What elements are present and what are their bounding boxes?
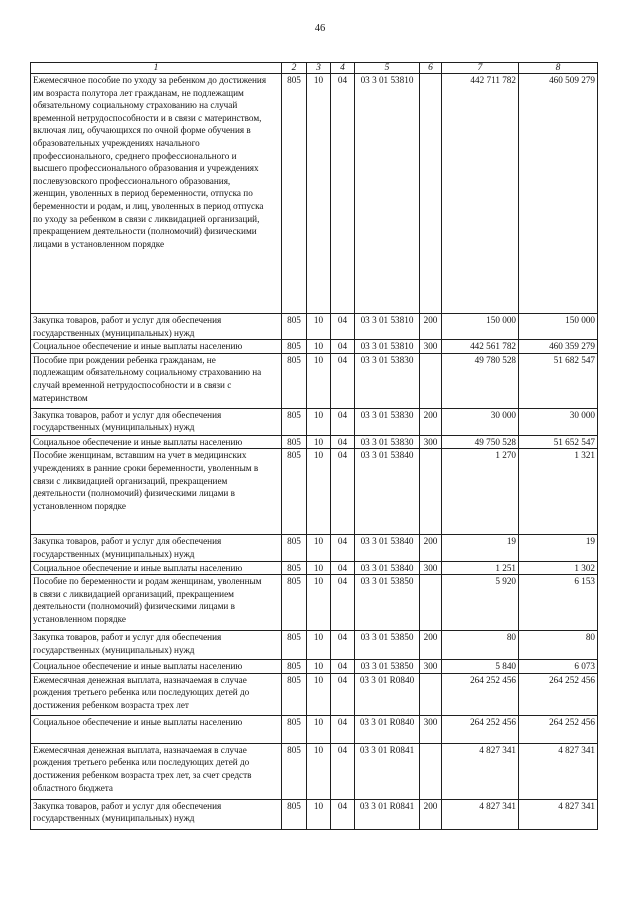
cell-amount-col8: 19: [519, 535, 598, 561]
name-line: послевузовского профессионального образования,: [33, 175, 231, 186]
table-row: [31, 631, 598, 660]
table-row: [31, 535, 598, 561]
name-line: Социальное обеспечение и иные выплаты населению: [33, 436, 243, 447]
cell-amount-col7: 5 840: [442, 660, 519, 674]
cell-expense-type: [420, 449, 442, 535]
name-line: Социальное обеспечение и иные выплаты населению: [33, 341, 243, 352]
cell-amount-col7: 4 827 341: [442, 743, 519, 799]
cell-expense-type: [420, 353, 442, 408]
name-line: Социальное обеспечение и иные выплаты населению: [33, 661, 243, 672]
column-header: 7: [442, 63, 519, 74]
name-line: достижения ребенком возраста трех лет: [33, 699, 189, 710]
name-line: достижения ребенком возраста трех лет, за счет средств: [33, 769, 252, 780]
cell-code: 805: [282, 535, 307, 561]
table-row: [31, 314, 598, 340]
table-row: [31, 715, 598, 743]
cell-amount-col8: 460 509 279: [519, 74, 598, 314]
name-line: Ежемесячная денежная выплата, назначаемая в случае: [33, 744, 247, 755]
table-row: [31, 408, 598, 435]
cell-amount-col7: 442 711 782: [442, 74, 519, 314]
name-line: Пособие по беременности и родам женщинам, уволенным: [33, 576, 262, 587]
name-line: установленном порядке: [33, 613, 126, 624]
cell-name: [31, 631, 282, 660]
cell-article: 03 3 01 53850: [355, 575, 420, 631]
name-line: Закупка товаров, работ и услуг для обеспечения: [33, 536, 222, 547]
cell-article: 03 3 01 53850: [355, 660, 420, 674]
table-row: [31, 660, 598, 674]
cell-name: [31, 314, 282, 340]
column-header: 5: [355, 63, 420, 74]
cell-article: 03 3 01 53810: [355, 314, 420, 340]
cell-section: 10: [307, 743, 331, 799]
cell-code: 805: [282, 435, 307, 449]
name-line: Закупка товаров, работ и услуг для обеспечения: [33, 632, 222, 643]
cell-expense-type: 300: [420, 561, 442, 575]
name-line: связи с ликвидацией организаций, прекращением: [33, 475, 228, 486]
cell-section: 10: [307, 408, 331, 435]
cell-subsection: 04: [331, 743, 355, 799]
cell-code: 805: [282, 74, 307, 314]
name-line: обязательному социальному страхованию на случай: [33, 100, 238, 111]
name-line: государственных (муниципальных) нужд: [33, 813, 195, 824]
cell-section: 10: [307, 353, 331, 408]
name-line: учреждениях в ранние сроки беременности, уволенным в: [33, 462, 259, 473]
cell-expense-type: [420, 743, 442, 799]
budget-table: [30, 62, 598, 830]
cell-code: 805: [282, 340, 307, 354]
cell-amount-col8: 4 827 341: [519, 799, 598, 829]
cell-code: 805: [282, 631, 307, 660]
cell-subsection: 04: [331, 314, 355, 340]
cell-subsection: 04: [331, 673, 355, 715]
cell-expense-type: 200: [420, 799, 442, 829]
name-line: Социальное обеспечение и иные выплаты населению: [33, 562, 243, 573]
cell-amount-col7: 19: [442, 535, 519, 561]
cell-subsection: 04: [331, 408, 355, 435]
name-line: образовательных учреждениях начального: [33, 137, 200, 148]
cell-amount-col7: 5 920: [442, 575, 519, 631]
table-body: [31, 74, 598, 830]
cell-section: 10: [307, 673, 331, 715]
cell-name: [31, 575, 282, 631]
cell-name: [31, 561, 282, 575]
cell-amount-col8: 6 073: [519, 660, 598, 674]
name-line: профессионального, среднего профессионального и: [33, 150, 237, 161]
name-line: женщин, уволенных в период беременности, отпуска по: [33, 188, 253, 199]
cell-subsection: 04: [331, 353, 355, 408]
table-row: [31, 673, 598, 715]
cell-article: 03 3 01 R0840: [355, 715, 420, 743]
cell-subsection: 04: [331, 535, 355, 561]
cell-expense-type: 200: [420, 408, 442, 435]
column-header: 4: [331, 63, 355, 74]
cell-amount-col8: 4 827 341: [519, 743, 598, 799]
name-line: Пособие женщинам, вставшим на учет в медицинских: [33, 450, 247, 461]
cell-name: [31, 408, 282, 435]
cell-article: 03 3 01 53840: [355, 449, 420, 535]
cell-amount-col8: 51 682 547: [519, 353, 598, 408]
cell-amount-col8: 51 652 547: [519, 435, 598, 449]
cell-code: 805: [282, 575, 307, 631]
name-line: Пособие при рождении ребенка гражданам, не: [33, 354, 216, 365]
cell-name: [31, 535, 282, 561]
column-header: 1: [31, 63, 282, 74]
name-line: установленном порядке: [33, 500, 126, 511]
page-number: 46: [314, 23, 326, 34]
cell-amount-col7: 442 561 782: [442, 340, 519, 354]
cell-code: 805: [282, 715, 307, 743]
cell-name: [31, 715, 282, 743]
cell-section: 10: [307, 340, 331, 354]
cell-code: 805: [282, 673, 307, 715]
column-header: 2: [282, 63, 307, 74]
table-row: [31, 799, 598, 829]
cell-amount-col8: 80: [519, 631, 598, 660]
name-line: прекращением деятельности (полномочий) физическими: [33, 226, 257, 237]
cell-article: 03 3 01 53810: [355, 74, 420, 314]
table-header-row: [31, 63, 598, 74]
cell-amount-col8: 1 302: [519, 561, 598, 575]
cell-section: 10: [307, 631, 331, 660]
name-line: рождения третьего ребенка или последующих детей до: [33, 757, 250, 768]
cell-subsection: 04: [331, 715, 355, 743]
cell-amount-col8: 30 000: [519, 408, 598, 435]
cell-section: 10: [307, 561, 331, 575]
cell-amount-col7: 264 252 456: [442, 715, 519, 743]
name-line: государственных (муниципальных) нужд: [33, 422, 195, 433]
name-line: случай временной нетрудоспособности и в связи с: [33, 379, 232, 390]
cell-amount-col7: 49 750 528: [442, 435, 519, 449]
cell-name: [31, 340, 282, 354]
table-row: [31, 561, 598, 575]
cell-amount-col7: 49 780 528: [442, 353, 519, 408]
cell-article: 03 3 01 53850: [355, 631, 420, 660]
name-line: государственных (муниципальных) нужд: [33, 548, 195, 559]
cell-article: 03 3 01 R0841: [355, 799, 420, 829]
cell-subsection: 04: [331, 74, 355, 314]
cell-name: [31, 799, 282, 829]
cell-expense-type: 300: [420, 340, 442, 354]
name-line: Закупка товаров, работ и услуг для обеспечения: [33, 800, 222, 811]
cell-section: 10: [307, 449, 331, 535]
cell-section: 10: [307, 314, 331, 340]
cell-subsection: 04: [331, 575, 355, 631]
cell-amount-col7: 4 827 341: [442, 799, 519, 829]
name-line: материнством: [33, 392, 88, 403]
name-line: временной нетрудоспособности и в связи с материнством,: [33, 112, 262, 123]
cell-name: [31, 74, 282, 314]
cell-amount-col7: 150 000: [442, 314, 519, 340]
name-line: деятельности (полномочий) физическими лицами в: [33, 601, 235, 612]
cell-name: [31, 449, 282, 535]
cell-section: 10: [307, 715, 331, 743]
cell-section: 10: [307, 660, 331, 674]
cell-code: 805: [282, 353, 307, 408]
cell-subsection: 04: [331, 449, 355, 535]
cell-article: 03 3 01 53810: [355, 340, 420, 354]
cell-amount-col7: 1 251: [442, 561, 519, 575]
cell-subsection: 04: [331, 660, 355, 674]
name-line: государственных (муниципальных) нужд: [33, 327, 195, 338]
cell-article: 03 3 01 R0841: [355, 743, 420, 799]
cell-subsection: 04: [331, 561, 355, 575]
cell-section: 10: [307, 535, 331, 561]
cell-subsection: 04: [331, 799, 355, 829]
cell-amount-col7: 30 000: [442, 408, 519, 435]
cell-amount-col8: 1 321: [519, 449, 598, 535]
cell-expense-type: 200: [420, 535, 442, 561]
cell-expense-type: 300: [420, 660, 442, 674]
name-line: Ежемесячная денежная выплата, назначаемая в случае: [33, 674, 247, 685]
cell-amount-col7: 264 252 456: [442, 673, 519, 715]
name-line: высшего профессионального образования и учреждениях: [33, 163, 259, 174]
name-line: по уходу за ребенком в связи с ликвидацией организаций,: [33, 213, 260, 224]
column-header: 3: [307, 63, 331, 74]
table-row: [31, 340, 598, 354]
cell-article: 03 3 01 R0840: [355, 673, 420, 715]
cell-code: 805: [282, 743, 307, 799]
cell-amount-col8: 6 153: [519, 575, 598, 631]
cell-name: [31, 435, 282, 449]
cell-expense-type: 300: [420, 435, 442, 449]
cell-section: 10: [307, 575, 331, 631]
cell-amount-col8: 264 252 456: [519, 715, 598, 743]
name-line: Ежемесячное пособие по уходу за ребенком до достижения: [33, 75, 267, 85]
table-row: [31, 353, 598, 408]
cell-article: 03 3 01 53840: [355, 561, 420, 575]
table-row: [31, 575, 598, 631]
table-row: [31, 743, 598, 799]
cell-article: 03 3 01 53830: [355, 435, 420, 449]
cell-article: 03 3 01 53830: [355, 408, 420, 435]
cell-section: 10: [307, 74, 331, 314]
name-line: им возраста полутора лет гражданам, не подлежащим: [33, 87, 244, 98]
name-line: в связи с ликвидацией организаций, прекращением: [33, 588, 234, 599]
cell-name: [31, 353, 282, 408]
cell-name: [31, 660, 282, 674]
name-line: деятельности (полномочий) физическими лицами в: [33, 488, 235, 499]
cell-expense-type: 300: [420, 715, 442, 743]
name-line: включая лиц, обучающихся по очной форме обучения в: [33, 125, 251, 136]
cell-expense-type: [420, 74, 442, 314]
cell-code: 805: [282, 314, 307, 340]
column-header: 8: [519, 63, 598, 74]
cell-name: [31, 673, 282, 715]
cell-code: 805: [282, 449, 307, 535]
cell-subsection: 04: [331, 631, 355, 660]
cell-amount-col8: 150 000: [519, 314, 598, 340]
cell-name: [31, 743, 282, 799]
cell-expense-type: 200: [420, 314, 442, 340]
cell-subsection: 04: [331, 435, 355, 449]
cell-subsection: 04: [331, 340, 355, 354]
column-header: 6: [420, 63, 442, 74]
cell-code: 805: [282, 799, 307, 829]
cell-amount-col8: 264 252 456: [519, 673, 598, 715]
name-line: областного бюджета: [33, 782, 113, 793]
name-line: рождения третьего ребенка или последующих детей до: [33, 687, 250, 698]
cell-amount-col8: 460 359 279: [519, 340, 598, 354]
name-line: подлежащим обязательному социальному страхованию на: [33, 367, 262, 378]
cell-expense-type: [420, 575, 442, 631]
cell-expense-type: 200: [420, 631, 442, 660]
name-line: Закупка товаров, работ и услуг для обеспечения: [33, 409, 222, 420]
name-line: государственных (муниципальных) нужд: [33, 644, 195, 655]
cell-amount-col7: 80: [442, 631, 519, 660]
cell-article: 03 3 01 53840: [355, 535, 420, 561]
name-line: лицами в установленном порядке: [33, 238, 165, 249]
table-row: [31, 435, 598, 449]
name-line: беременности и родам, и лиц, уволенных в период отпуска: [33, 200, 264, 211]
cell-expense-type: [420, 673, 442, 715]
table-row: [31, 74, 598, 314]
cell-code: 805: [282, 408, 307, 435]
cell-section: 10: [307, 799, 331, 829]
cell-code: 805: [282, 660, 307, 674]
cell-amount-col7: 1 270: [442, 449, 519, 535]
cell-article: 03 3 01 53830: [355, 353, 420, 408]
name-line: Социальное обеспечение и иные выплаты населению: [33, 716, 243, 727]
cell-section: 10: [307, 435, 331, 449]
name-line: Закупка товаров, работ и услуг для обеспечения: [33, 315, 222, 325]
table-row: [31, 449, 598, 535]
cell-code: 805: [282, 561, 307, 575]
